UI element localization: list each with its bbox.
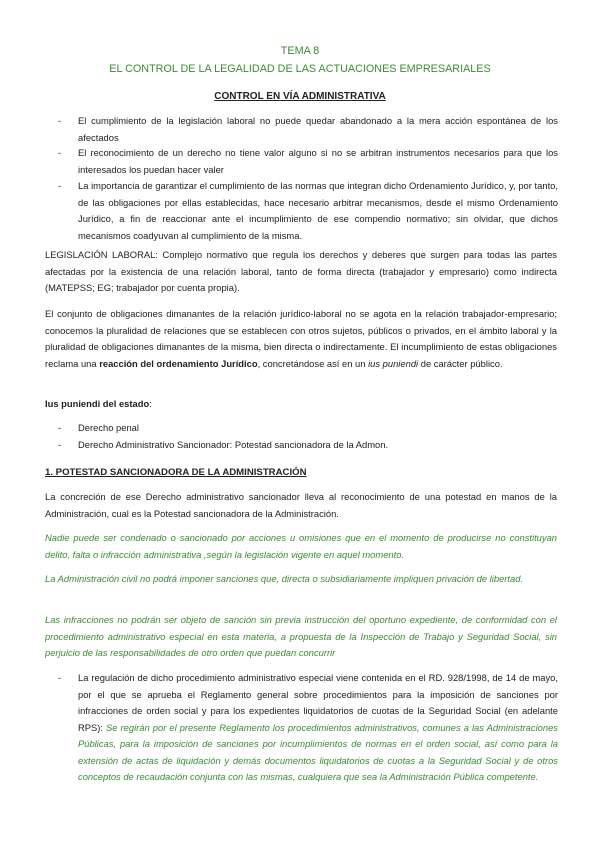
bullet-dash: - xyxy=(58,439,62,450)
list-item-text-normal: La regulación de dicho procedimiento administrativo especial viene contenida en el RD. 928/1998, de 14 de mayo, por el que se aprueba el Reglamento general sobre procedimientos para la imposición de sanciones por infracciones de orden social y para los expedientes liquidatorios de cuotas de la Seguridad Social (en adelante RPS): xyxy=(78,672,558,733)
list-item-text: El cumplimiento de la legislación laboral no puede quedar abandonado a la mera acción espontánea de los afectados xyxy=(78,115,558,143)
section-heading-potestad: 1. POTESTAD SANCIONADORA DE LA ADMINISTRACIÓN xyxy=(45,467,307,478)
quote-expediente-required: Las infracciones no podrán ser objeto de sanción sin previa instrucción del oportuno expediente, de conformidad con el procedimiento administrativo especial en esta materia, a propuesta de la Inspección de Trabajo y Seguridad Social, sin perjuicio de las responsabilidades de otro orden que puedan concurrir xyxy=(45,614,557,658)
bullet-dash: - xyxy=(58,180,62,191)
ius-heading-text: Ius puniendi del estado xyxy=(45,398,150,409)
concrecion-paragraph: La concreción de ese Derecho administrativo sancionador lleva al reconocimiento de una potestad en manos de la Administración, cual es la Potestad sancionadora de la Administración. xyxy=(45,491,557,519)
bullet-dash: - xyxy=(58,147,62,158)
list-item xyxy=(58,420,558,437)
bullet-dash: - xyxy=(58,672,62,683)
list-item-text xyxy=(78,670,558,786)
bullet-dash: - xyxy=(58,115,62,126)
obligaciones-paragraph xyxy=(45,306,557,372)
paragraph-text: El conjunto de obligaciones dimanantes de la relación jurídico-laboral no se agota en la relación trabajador-empresario; conocemos la pluralidad de relaciones que se establecen con otros sujetos, públicos o privados, en el ámbito laboral y la pluralidad de obligaciones dimanantes de la misma, bien directa o indirectamente. El incumplimiento de estas obligaciones reclama una xyxy=(45,308,557,369)
section-heading-control: CONTROL EN VÍA ADMINISTRATIVA xyxy=(214,91,386,102)
paragraph-text: de carácter público. xyxy=(418,357,503,369)
tema-number: TEMA 8 xyxy=(280,45,320,57)
paragraph-italic-text: ius puniendi xyxy=(368,357,419,369)
list-item xyxy=(58,145,558,178)
legislacion-paragraph: LEGISLACIÓN LABORAL: Complejo normativo que regula los derechos y deberes que surgen para todas las partes afectadas por la existencia de una relación laboral, tanto de forma directa (trabajador y empresario) como indirecta (MATEPSS; EG; trabajador por cuenta propia). xyxy=(45,249,557,293)
list-item-text: La importancia de garantizar el cumplimiento de las normas que integran dicho Ordenamiento Jurídico, y, por tanto, de las obligaciones por ellas establecidas, hace necesario arbitrar mecanismos, desde el mismo Ordenamiento Jurídico, a fin de reaccionar ante el incumplimiento de ese compendio normativo; sin olvidar, que dichos mecanismos coadyuvan al cumplimiento de la misma. xyxy=(78,180,558,241)
paragraph-text: , concretándose así en un xyxy=(257,357,369,369)
list-item xyxy=(58,113,558,146)
list-item xyxy=(58,178,558,244)
ius-puniendi-heading xyxy=(45,396,557,413)
list-item-text: Derecho penal xyxy=(78,422,139,433)
quote-principle-legality: Nadie puede ser condenado o sancionado por acciones u omisiones que en el momento de producirse no constituyan delito, falta o infracción administrativa ,según la legislación vigente en aquel momento. xyxy=(45,532,557,560)
quote-no-privation-liberty: La Administración civil no podrá imponer sanciones que, directa o subsidiariamente impliquen privación de libertad. xyxy=(45,573,524,584)
list-item-text: El reconocimiento de un derecho no tiene valor alguno si no se arbitran instrumentos necesarios para que los interesados los puedan hacer valer xyxy=(78,147,558,175)
ius-heading-colon: : xyxy=(149,398,152,409)
paragraph-bold-text: reacción del ordenamiento Jurídico xyxy=(99,357,258,369)
list-item xyxy=(58,670,558,786)
bullet-dash: - xyxy=(58,422,62,433)
list-item xyxy=(58,437,558,454)
list-item-text: Derecho Administrativo Sancionador: Potestad sancionadora de la Admon. xyxy=(78,439,389,450)
document-title: EL CONTROL DE LA LEGALIDAD DE LAS ACTUACIONES EMPRESARIALES xyxy=(109,63,491,75)
list-item-text-quote: Se regirán por el presente Reglamento los procedimientos administrativos, comunes a las Administraciones Públicas, para la imposición de sanciones por incumplimientos de normas en el orden social, así como para la extensión de actas de liquidación y demás documentos liquidatorios de cuotas a la Seguridad Social y de otros conceptos de recaudación conjunta con las mismas, cualquiera que sea la Administración Pública competente. xyxy=(78,721,558,782)
